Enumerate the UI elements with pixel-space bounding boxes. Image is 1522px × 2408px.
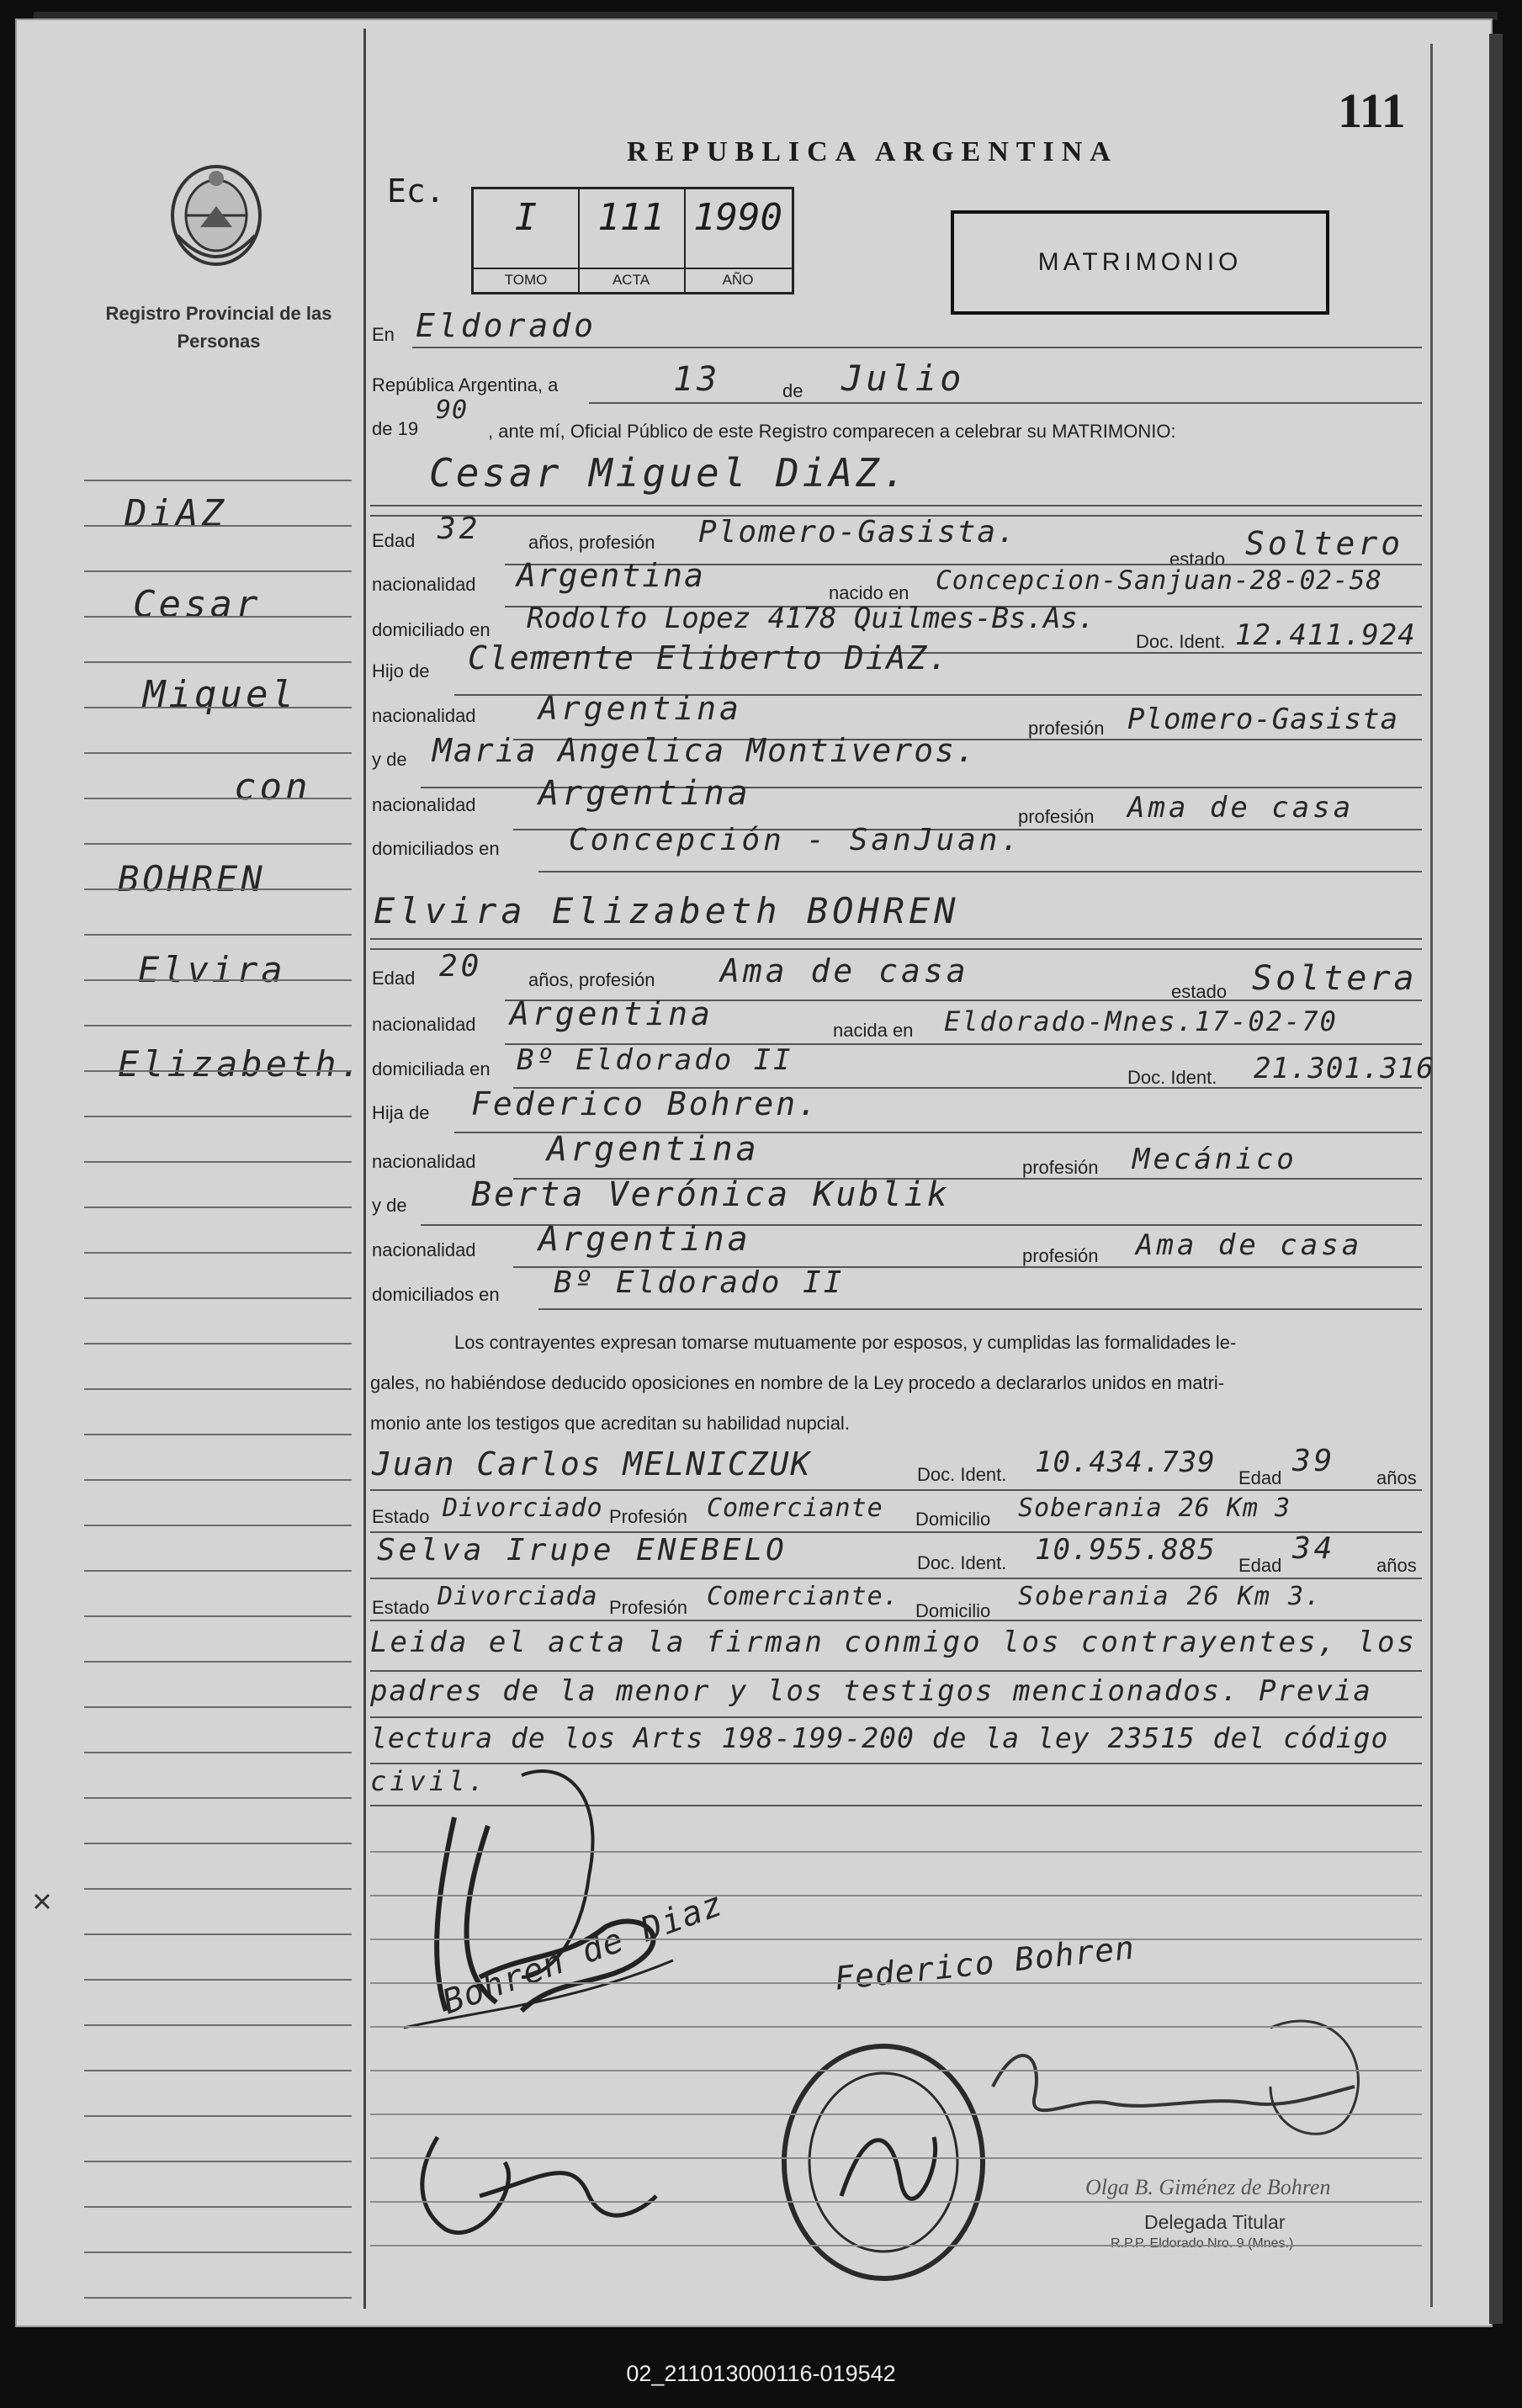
remark-line: Leida el acta la firman conmigo los contrayentes, los xyxy=(370,1626,1417,1659)
margin-ruled-line xyxy=(84,661,352,663)
bride-signature: Bohren de Diaz xyxy=(438,1884,729,2023)
margin-note: Elvira xyxy=(138,949,286,990)
nacionalidad-label: nacionalidad xyxy=(372,574,476,595)
groom-doc: 12.411.924 xyxy=(1235,618,1416,652)
mother-profession: Ama de casa xyxy=(1127,791,1355,825)
anos-label: años xyxy=(1376,1467,1417,1488)
margin-ruled-line xyxy=(84,1615,352,1617)
margin-ruled-line xyxy=(84,1207,352,1208)
anos-profesion-label: años, profesión xyxy=(528,969,655,990)
hijo-label: Hijo de xyxy=(372,660,430,682)
acta-label: ACTA xyxy=(578,268,684,289)
estado-label: estado xyxy=(1171,981,1228,1002)
field-line xyxy=(370,505,1422,507)
margin-ruled-line xyxy=(84,525,352,527)
margin-ruled-line xyxy=(84,2206,352,2208)
margin-ruled-line xyxy=(84,1161,352,1163)
groom-address: Rodolfo Lopez 4178 Quilmes-Bs.As. xyxy=(527,602,1095,635)
field-line xyxy=(370,1939,1422,1940)
record-reference-box xyxy=(471,187,794,294)
field-line xyxy=(370,1895,1422,1896)
margin-ruled-line xyxy=(84,1797,352,1799)
profesion-label: profesión xyxy=(1028,718,1105,739)
witness-2-profession: Comerciante. xyxy=(707,1582,899,1611)
margin-ruled-line xyxy=(84,570,352,572)
field-line xyxy=(370,938,1422,940)
document-type-box: MATRIMONIO xyxy=(951,210,1329,315)
domicilio-label: Domicilio xyxy=(915,1509,991,1530)
nacionalidad-label: nacionalidad xyxy=(372,705,476,726)
place-value: Eldorado xyxy=(416,307,597,344)
profesion-label: profesión xyxy=(1022,1245,1099,1266)
witness-1-name: Juan Carlos MELNICZUK xyxy=(372,1445,812,1482)
bride-name: Elvira Elizabeth BOHREN xyxy=(374,890,960,931)
domicilio-label: Domicilio xyxy=(915,1600,991,1621)
bride-parents-address: Bº Eldorado II xyxy=(554,1265,845,1300)
coat-of-arms-icon xyxy=(165,160,268,279)
domiciliados-label: domiciliados en xyxy=(372,1284,500,1305)
field-line xyxy=(370,2070,1422,2071)
margin-ruled-line xyxy=(84,1752,352,1753)
official-office: R.P.P. Eldorado Nro. 9 (Mnes.) xyxy=(1111,2236,1294,2251)
bride-father: Federico Bohren. xyxy=(471,1085,820,1122)
nacionalidad-label: nacionalidad xyxy=(372,1014,476,1035)
witness-2-doc: 10.955.885 xyxy=(1035,1533,1216,1567)
witness-2-age: 34 xyxy=(1292,1531,1336,1566)
margin-ruled-line xyxy=(84,1706,352,1708)
margin-ruled-line xyxy=(84,616,352,618)
margin-ruled-line xyxy=(84,1843,352,1844)
witness-1-address: Soberania 26 Km 3 xyxy=(1018,1493,1291,1523)
month-value: Julio xyxy=(841,358,965,399)
field-line xyxy=(538,871,1422,873)
margin-ruled-line xyxy=(84,1979,352,1981)
nacido-label: nacido en xyxy=(829,582,909,603)
bride-address: Bº Eldorado II xyxy=(517,1043,793,1077)
parents-address: Concepción - SanJuan. xyxy=(569,823,1023,857)
margin-ruled-line xyxy=(84,798,352,799)
margin-ruled-line xyxy=(84,888,352,890)
yde-label: y de xyxy=(372,749,407,770)
margin-ruled-line xyxy=(84,979,352,981)
tomo-cell xyxy=(474,189,580,292)
margin-note: BOHREN xyxy=(118,858,266,899)
margin-ruled-line xyxy=(84,1933,352,1935)
margin-ruled-line xyxy=(84,1661,352,1663)
margin-ruled-line xyxy=(84,2297,352,2299)
nacionalidad-label: nacionalidad xyxy=(372,1239,476,1260)
edad-label: Edad xyxy=(1238,1467,1282,1488)
bride-mother-profession: Ama de casa xyxy=(1136,1228,1363,1262)
margin-note: Miquel xyxy=(143,673,297,716)
margin-note: Elizabeth. xyxy=(118,1043,364,1085)
margin-ruled-line xyxy=(84,1252,352,1254)
margin-ruled-line xyxy=(84,480,352,481)
book-spine-edge xyxy=(1489,34,1503,2324)
margin-ruled-line xyxy=(84,1116,352,1117)
ec-label: Ec. xyxy=(387,172,445,210)
page-number: 111 xyxy=(1338,83,1406,138)
ano-cell xyxy=(684,189,792,292)
edad-label: Edad xyxy=(1238,1555,1282,1576)
ano-value: 1990 xyxy=(693,196,782,239)
father-profession: Plomero-Gasista xyxy=(1127,703,1399,736)
doc-label: Doc. Ident. xyxy=(1127,1067,1217,1088)
margin-ruled-line xyxy=(84,1479,352,1481)
groom-mother: Maria Angelica Montiveros. xyxy=(432,732,977,769)
ante-text: , ante mí, Oficial Público de este Registro comparecen a celebrar su MATRIMONIO: xyxy=(488,421,1176,442)
estado-label: Estado xyxy=(372,1506,430,1527)
doc-label: Doc. Ident. xyxy=(917,1464,1007,1485)
edad-label: Edad xyxy=(372,968,416,989)
domiciliados-label: domiciliados en xyxy=(372,838,500,859)
margin-ruled-line xyxy=(84,1343,352,1345)
year-prefix: de 19 xyxy=(372,418,419,439)
margin-ruled-line xyxy=(84,2115,352,2117)
field-line xyxy=(370,1716,1422,1718)
bride-doc: 21.301.316 xyxy=(1254,1052,1434,1085)
remark-line: civil. xyxy=(370,1765,488,1797)
de-label: de xyxy=(782,380,803,401)
groom-birth: Concepcion-Sanjuan-28-02-58 xyxy=(936,565,1382,596)
tomo-label: TOMO xyxy=(474,268,578,289)
bride-birth: Eldorado-Mnes.17-02-70 xyxy=(944,1005,1338,1037)
margin-ruled-line xyxy=(84,1888,352,1890)
witness-2-estado: Divorciada xyxy=(438,1582,598,1611)
closing-line: Los contrayentes expresan tomarse mutuamente por esposos, y cumplidas las formalidades le- xyxy=(454,1332,1237,1353)
estado-label: Estado xyxy=(372,1597,430,1618)
anos-label: años xyxy=(1376,1555,1417,1576)
margin-ruled-line xyxy=(84,934,352,936)
margin-ruled-line xyxy=(84,1570,352,1572)
field-line xyxy=(370,1489,1422,1491)
ano-label: AÑO xyxy=(684,268,792,289)
republica-label: República Argentina, a xyxy=(372,374,559,395)
bride-mother-nationality: Argentina xyxy=(538,1220,751,1259)
margin-ruled-line xyxy=(84,1434,352,1435)
margin-note: DiAZ xyxy=(125,492,227,535)
groom-age: 32 xyxy=(438,512,481,546)
margin-note: con xyxy=(234,766,311,809)
field-line xyxy=(370,1982,1422,1984)
groom-profession: Plomero-Gasista. xyxy=(698,515,1017,549)
anos-profesion-label: años, profesión xyxy=(528,532,655,553)
yde-label: y de xyxy=(372,1195,407,1216)
bride-father-nationality: Argentina xyxy=(547,1130,760,1169)
right-border-rule xyxy=(1430,44,1433,2307)
witness-1-doc: 10.434.739 xyxy=(1035,1445,1216,1479)
margin-ruled-line xyxy=(84,1297,352,1299)
witness-1-profession: Comerciante xyxy=(707,1493,883,1523)
groom-name: Cesar Miguel DiAZ. xyxy=(429,450,909,496)
field-line xyxy=(589,402,1422,404)
father-nationality: Argentina xyxy=(538,690,742,727)
edad-label: Edad xyxy=(372,530,416,551)
margin-ruled-line xyxy=(84,1525,352,1526)
groom-nationality: Argentina xyxy=(517,557,705,594)
margin-ruled-line xyxy=(84,707,352,708)
country-title: REPUBLICA ARGENTINA xyxy=(627,136,1118,167)
field-line xyxy=(370,948,1422,950)
profesion-label: profesión xyxy=(1018,806,1095,827)
bride-father-profession: Mecánico xyxy=(1132,1143,1297,1176)
margin-ruled-line xyxy=(84,1388,352,1390)
field-line xyxy=(370,2114,1422,2115)
day-value: 13 xyxy=(673,360,721,399)
margin-note: Cesar xyxy=(133,583,262,626)
field-line xyxy=(370,1851,1422,1853)
field-line xyxy=(370,1670,1422,1672)
tomo-value: I xyxy=(514,196,538,239)
margin-ruled-line xyxy=(84,1070,352,1072)
bride-mother: Berta Verónica Kublik xyxy=(471,1175,950,1214)
delegate-signature-icon xyxy=(968,2002,1388,2171)
witness-1-age: 39 xyxy=(1292,1444,1336,1478)
domiciliado-label: domiciliado en xyxy=(372,619,491,640)
closing-line: gales, no habiéndose deducido oposiciones en nombre de la Ley procedo a declararlos unidos en matri- xyxy=(370,1372,1225,1393)
field-line xyxy=(370,2026,1422,2028)
margin-ruled-line xyxy=(84,2161,352,2162)
nacida-label: nacida en xyxy=(833,1020,914,1041)
groom-father: Clemente Eliberto DiAZ. xyxy=(468,639,950,676)
registry-name: Registro Provincial de las Personas xyxy=(105,303,332,352)
doc-label: Doc. Ident. xyxy=(917,1552,1007,1573)
father-signature: Federico Bohren xyxy=(833,1928,1137,1997)
image-footer-id: 02_211013000116-019542 xyxy=(626,2361,896,2386)
profesion-label: Profesión xyxy=(609,1506,687,1527)
margin-ruled-line xyxy=(84,2070,352,2071)
field-line xyxy=(370,2157,1422,2159)
acta-value: 111 xyxy=(597,196,665,239)
margin-ruled-line xyxy=(84,2252,352,2253)
field-line xyxy=(412,347,1422,348)
official-title: Delegada Titular xyxy=(1144,2211,1286,2233)
closing-line: monio ante los testigos que acreditan su habilidad nupcial. xyxy=(370,1413,850,1434)
margin-ruled-line xyxy=(84,752,352,754)
official-stamp-icon xyxy=(774,2036,993,2289)
doc-label: Doc. Ident. xyxy=(1136,631,1226,652)
acta-cell xyxy=(578,189,686,292)
field-line xyxy=(538,1308,1422,1310)
field-line xyxy=(370,1578,1422,1579)
estado-label: estado xyxy=(1169,549,1226,570)
remark-line: padres de la menor y los testigos mencionados. Previa xyxy=(370,1674,1372,1708)
groom-estado: Soltero xyxy=(1245,525,1404,562)
mother-nationality: Argentina xyxy=(538,774,751,813)
field-line xyxy=(370,2201,1422,2203)
bride-profession: Ama de casa xyxy=(720,952,969,989)
nacionalidad-label: nacionalidad xyxy=(372,794,476,815)
en-label: En xyxy=(372,324,395,345)
margin-ruled-line xyxy=(84,843,352,845)
cross-mark-icon xyxy=(34,1893,50,1910)
domiciliada-label: domiciliada en xyxy=(372,1058,491,1079)
witness-1-estado: Divorciado xyxy=(443,1493,603,1523)
profesion-label: profesión xyxy=(1022,1157,1099,1178)
profesion-label: Profesión xyxy=(609,1597,687,1618)
nacionalidad-label: nacionalidad xyxy=(372,1151,476,1172)
remark-line: lectura de los Arts 198-199-200 de la ley 23515 del código xyxy=(370,1721,1389,1754)
bride-age: 20 xyxy=(439,949,483,984)
bride-nationality: Argentina xyxy=(510,995,713,1032)
bride-estado: Soltera xyxy=(1252,959,1418,998)
witness-2-name: Selva Irupe ENEBELO xyxy=(377,1533,788,1567)
year-value: 90 xyxy=(436,395,469,425)
margin-ruled-line xyxy=(84,1025,352,1026)
witness-2-address: Soberania 26 Km 3. xyxy=(1018,1582,1323,1611)
official-name: Olga B. Giménez de Bohren xyxy=(1085,2175,1331,2199)
margin-ruled-line xyxy=(84,2024,352,2026)
hija-label: Hija de xyxy=(372,1102,430,1123)
field-line xyxy=(370,1620,1422,1621)
field-line xyxy=(370,2245,1422,2246)
